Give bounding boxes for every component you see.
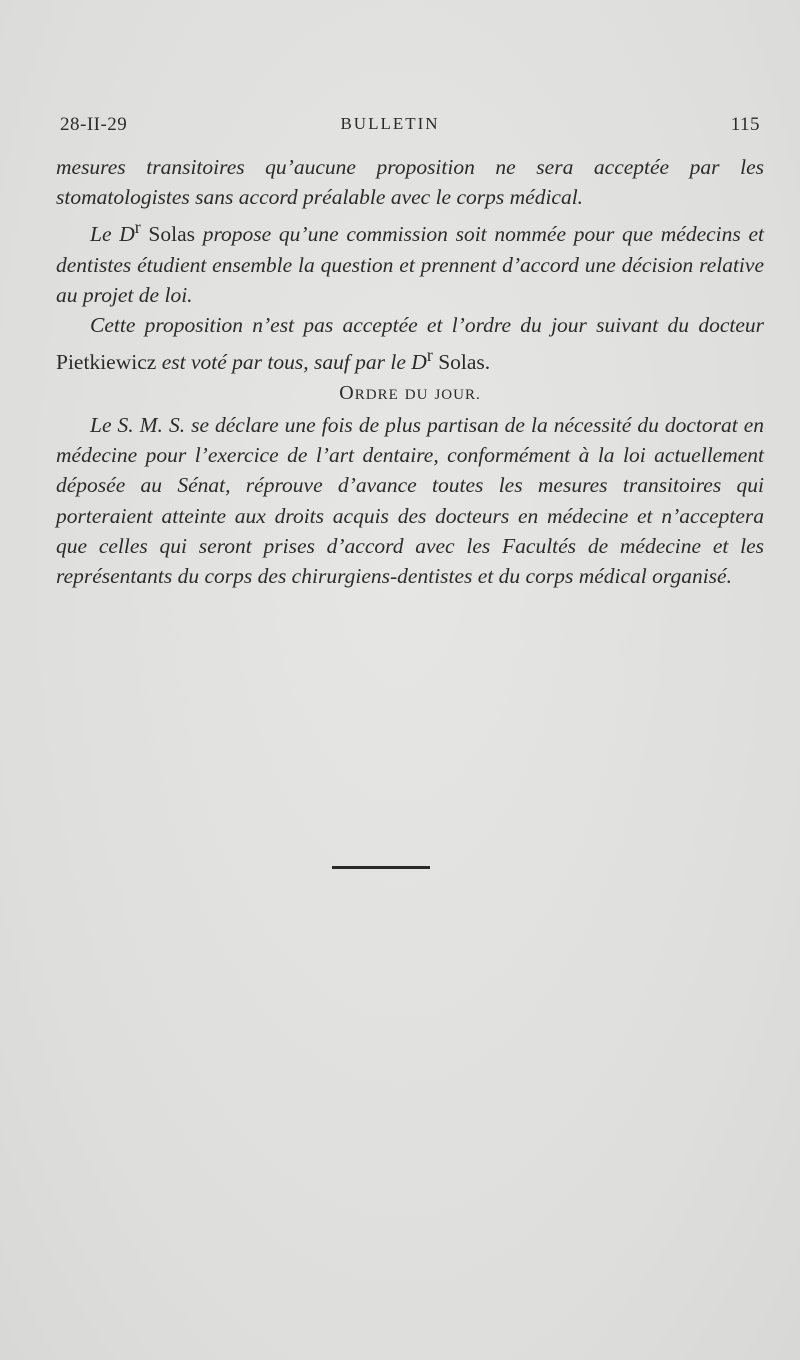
p3-sup: r bbox=[426, 345, 433, 366]
header-date: 28-II-29 bbox=[60, 114, 128, 135]
page-header bbox=[60, 114, 760, 142]
p3-intro: Cette proposition n’est pas acceptée et l’ordre du jour suivant du docteur bbox=[90, 313, 764, 338]
p2-sup: r bbox=[134, 217, 141, 238]
end-rule bbox=[332, 866, 430, 869]
paragraph-4: Le S. M. S. se déclare une fois de plus partisan de la nécessité du doctorat en médecine pour l’exercice de l’art dentaire, conformément à la loi actuellement déposée au Sénat, réprouve d’avance toutes les mesures transitoires qui porteraient atteinte aux droits acquis des docteurs en médecine et n’acceptera que celles qui seront prises d’accord avec les Facultés de médecine et les représentants du corps des chirurgiens-dentistes et du corps médical organisé. bbox=[56, 412, 764, 588]
paragraph-3 bbox=[56, 310, 764, 378]
p2-intro: Le D bbox=[90, 222, 135, 247]
p2-rest: propose qu’une commission soit nommée pour que médecins et dentistes étudient ensemble la question et prennent d’accord une décision relative au projet de loi. bbox=[56, 222, 764, 307]
ordre-jour: JOUR. bbox=[434, 386, 481, 403]
p3-end: Solas. bbox=[432, 350, 491, 375]
body-text bbox=[56, 152, 764, 591]
ordre-rest: RDRE bbox=[354, 386, 399, 403]
p3-name: Pietkiewicz bbox=[56, 350, 157, 375]
page-number: 115 bbox=[730, 114, 760, 135]
p3-mid: est voté par tous, sauf par le D bbox=[156, 350, 427, 375]
header-title: BULLETIN bbox=[340, 114, 440, 133]
paragraph-1: mesures transitoires qu’aucune proposition ne sera acceptée par les stomatologistes sans accord préalable avec le corps médical. bbox=[56, 155, 764, 210]
ordre-initial: O bbox=[339, 381, 355, 404]
p2-name: Solas bbox=[140, 222, 203, 247]
paragraph-2 bbox=[56, 212, 764, 310]
ordre-du: DU bbox=[404, 386, 429, 403]
section-heading bbox=[56, 378, 764, 410]
